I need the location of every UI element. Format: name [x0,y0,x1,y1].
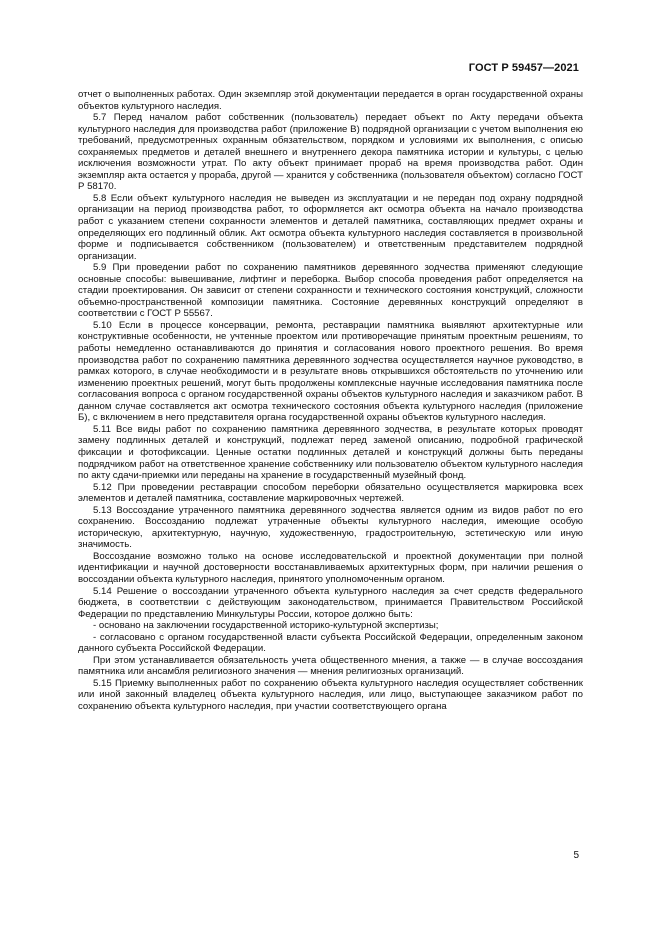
paragraph-5-12: 5.12 При проведении реставрации способом переборки обязательно осуществляется маркировка всех элементов и деталей памятника, составление маркировочных чертежей. [78,481,583,505]
paragraph-5-13-recreation: Воссоздание возможно только на основе исследовательской и проектной документации при полной идентификации и научной достоверности восстанавливаемых архитектурных форм, при наличии решения о воссоздании объекта культурного наследия, принятого уполномоченным органом. [78,550,583,585]
paragraph-continuation: отчет о выполненных работах. Один экземпляр этой документации передается в орган государственной охраны объектов культурного наследия. [78,89,583,112]
paragraph-public-opinion: При этом устанавливается обязательность учета общественного мнения, а также — в случае воссоздания памятника или ансамбля религиозного значения — мнения религиозных организаций. [78,654,583,678]
paragraph-5-13: 5.13 Воссоздание утраченного памятника деревянного зодчества является одним из видов работ по его сохранению. Воссозданию подлежат утраченные объекты культурного наследия, имеющие особую историческую, архитектурную, научную, художественную, градостроительную, эстетическую или иную значимость. [78,504,583,551]
list-item-expertise: - основано на заключении государственной историко-культурной экспертизы; [93,620,439,632]
paragraph-5-11: 5.11 Все виды работ по сохранению памятника деревянного зодчества, в результате которых проводят замену подлинных деталей и конструкций, подлежат перед заменой описанию, подробной графической фиксации и фотофиксации. Ценные остатки подлинных деталей и конструкций должны быть переданы подрядчиком работ на ответственное хранение собственнику или пользователю объектом культурного наследия по акту сдачи-приемки или переданы на хранение в государственный музейный фонд. [78,423,583,482]
paragraph-5-7: 5.7 Перед началом работ собственник (пользователь) передает объект по Акту передачи объекта культурного наследия для производства работ (приложение В) подрядной организации с учетом выполнения ею требований, предусмотренных охранным обязательством, порядком и условиями их выполнения, с описью сохраняемых предметов и деталей внешнего и внутреннего декора памятника истории и культуры, с целью исключения возможности утрат. По акту объект принимает прораб на время производства работ. Один экземпляр акта остается у прораба, другой — хранится у собственника (пользователя объектом) согласно ГОСТ Р 58170. [78,112,583,193]
paragraph-5-10: 5.10 Если в процессе консервации, ремонта, реставрации памятника выявляют архитектурные или конструктивные особенности, не учтенные проектом или противоречащие принятым проектным решениям, то работы немедленно останавливаются до принятия и согласования нового проектного решения. Во время производства работ по сохранению памятника деревянного зодчества осуществляется научное руководство, в рамках которого, в случае необходимости и в результате вновь открывшихся обстоятельств по уточнению или изменению проектных решений, могут быть продолжены комплексные научные исследования памятника после согласования вопроса с органом государственной охраны объектов культурного наследия и заказчиком работ. В данном случае составляется акт осмотра технического состояния объекта культурного наследия (приложение Б), с включением в него представителя органа государственной охраны объектов культурного наследия. [78,319,583,424]
paragraph-5-9: 5.9 При проведении работ по сохранению памятников деревянного зодчества применяют следующие основные способы: вывешивание, лифтинг и переборка. Выбор способа проведения работ определяется на стадии проектирования. Он зависит от степени сохранности и технического состояния конструкций, сложности объемно-пространственной композиции памятника. Состояние деревянных конструкций определяют в соответствии с ГОСТ Р 55567. [78,262,583,320]
paragraph-5-15: 5.15 Приемку выполненных работ по сохранению объекта культурного наследия осуществляет собственник или иной законный владелец объекта культурного наследия, или лицо, выступающее заказчиком работ по сохранению объекта культурного наследия, при участии соответствующего органа [78,677,583,712]
list-item-agreement: - согласовано с органом государственной власти субъекта Российской Федерации, определенным законом данного субъекта Российской Федерации. [78,631,583,655]
paragraph-5-14: 5.14 Решение о воссоздании утраченного объекта культурного наследия за счет средств федерального бюджета, в соответствии с действующим законодательством, принимается Правительством Российской Федерации по представлению Минкультуры России, которое должно быть: [78,585,583,620]
standard-number-header: ГОСТ Р 59457—2021 [468,62,579,74]
paragraph-5-8: 5.8 Если объект культурного наследия не выведен из эксплуатации и не передан под охрану подрядной организации на период производства работ, то оформляется акт осмотра объекта на начало производства работ с указанием степени сохранности элементов и деталей памятника, составляющих предмет охраны и определяющих его подлинный облик. Акт осмотра объекта культурного наследия составляется в произвольной форме и подписывается собственником (пользователем) и ответственным представителем подрядной организации. [78,192,583,262]
page-number: 5 [573,850,579,861]
document-body [78,89,583,713]
